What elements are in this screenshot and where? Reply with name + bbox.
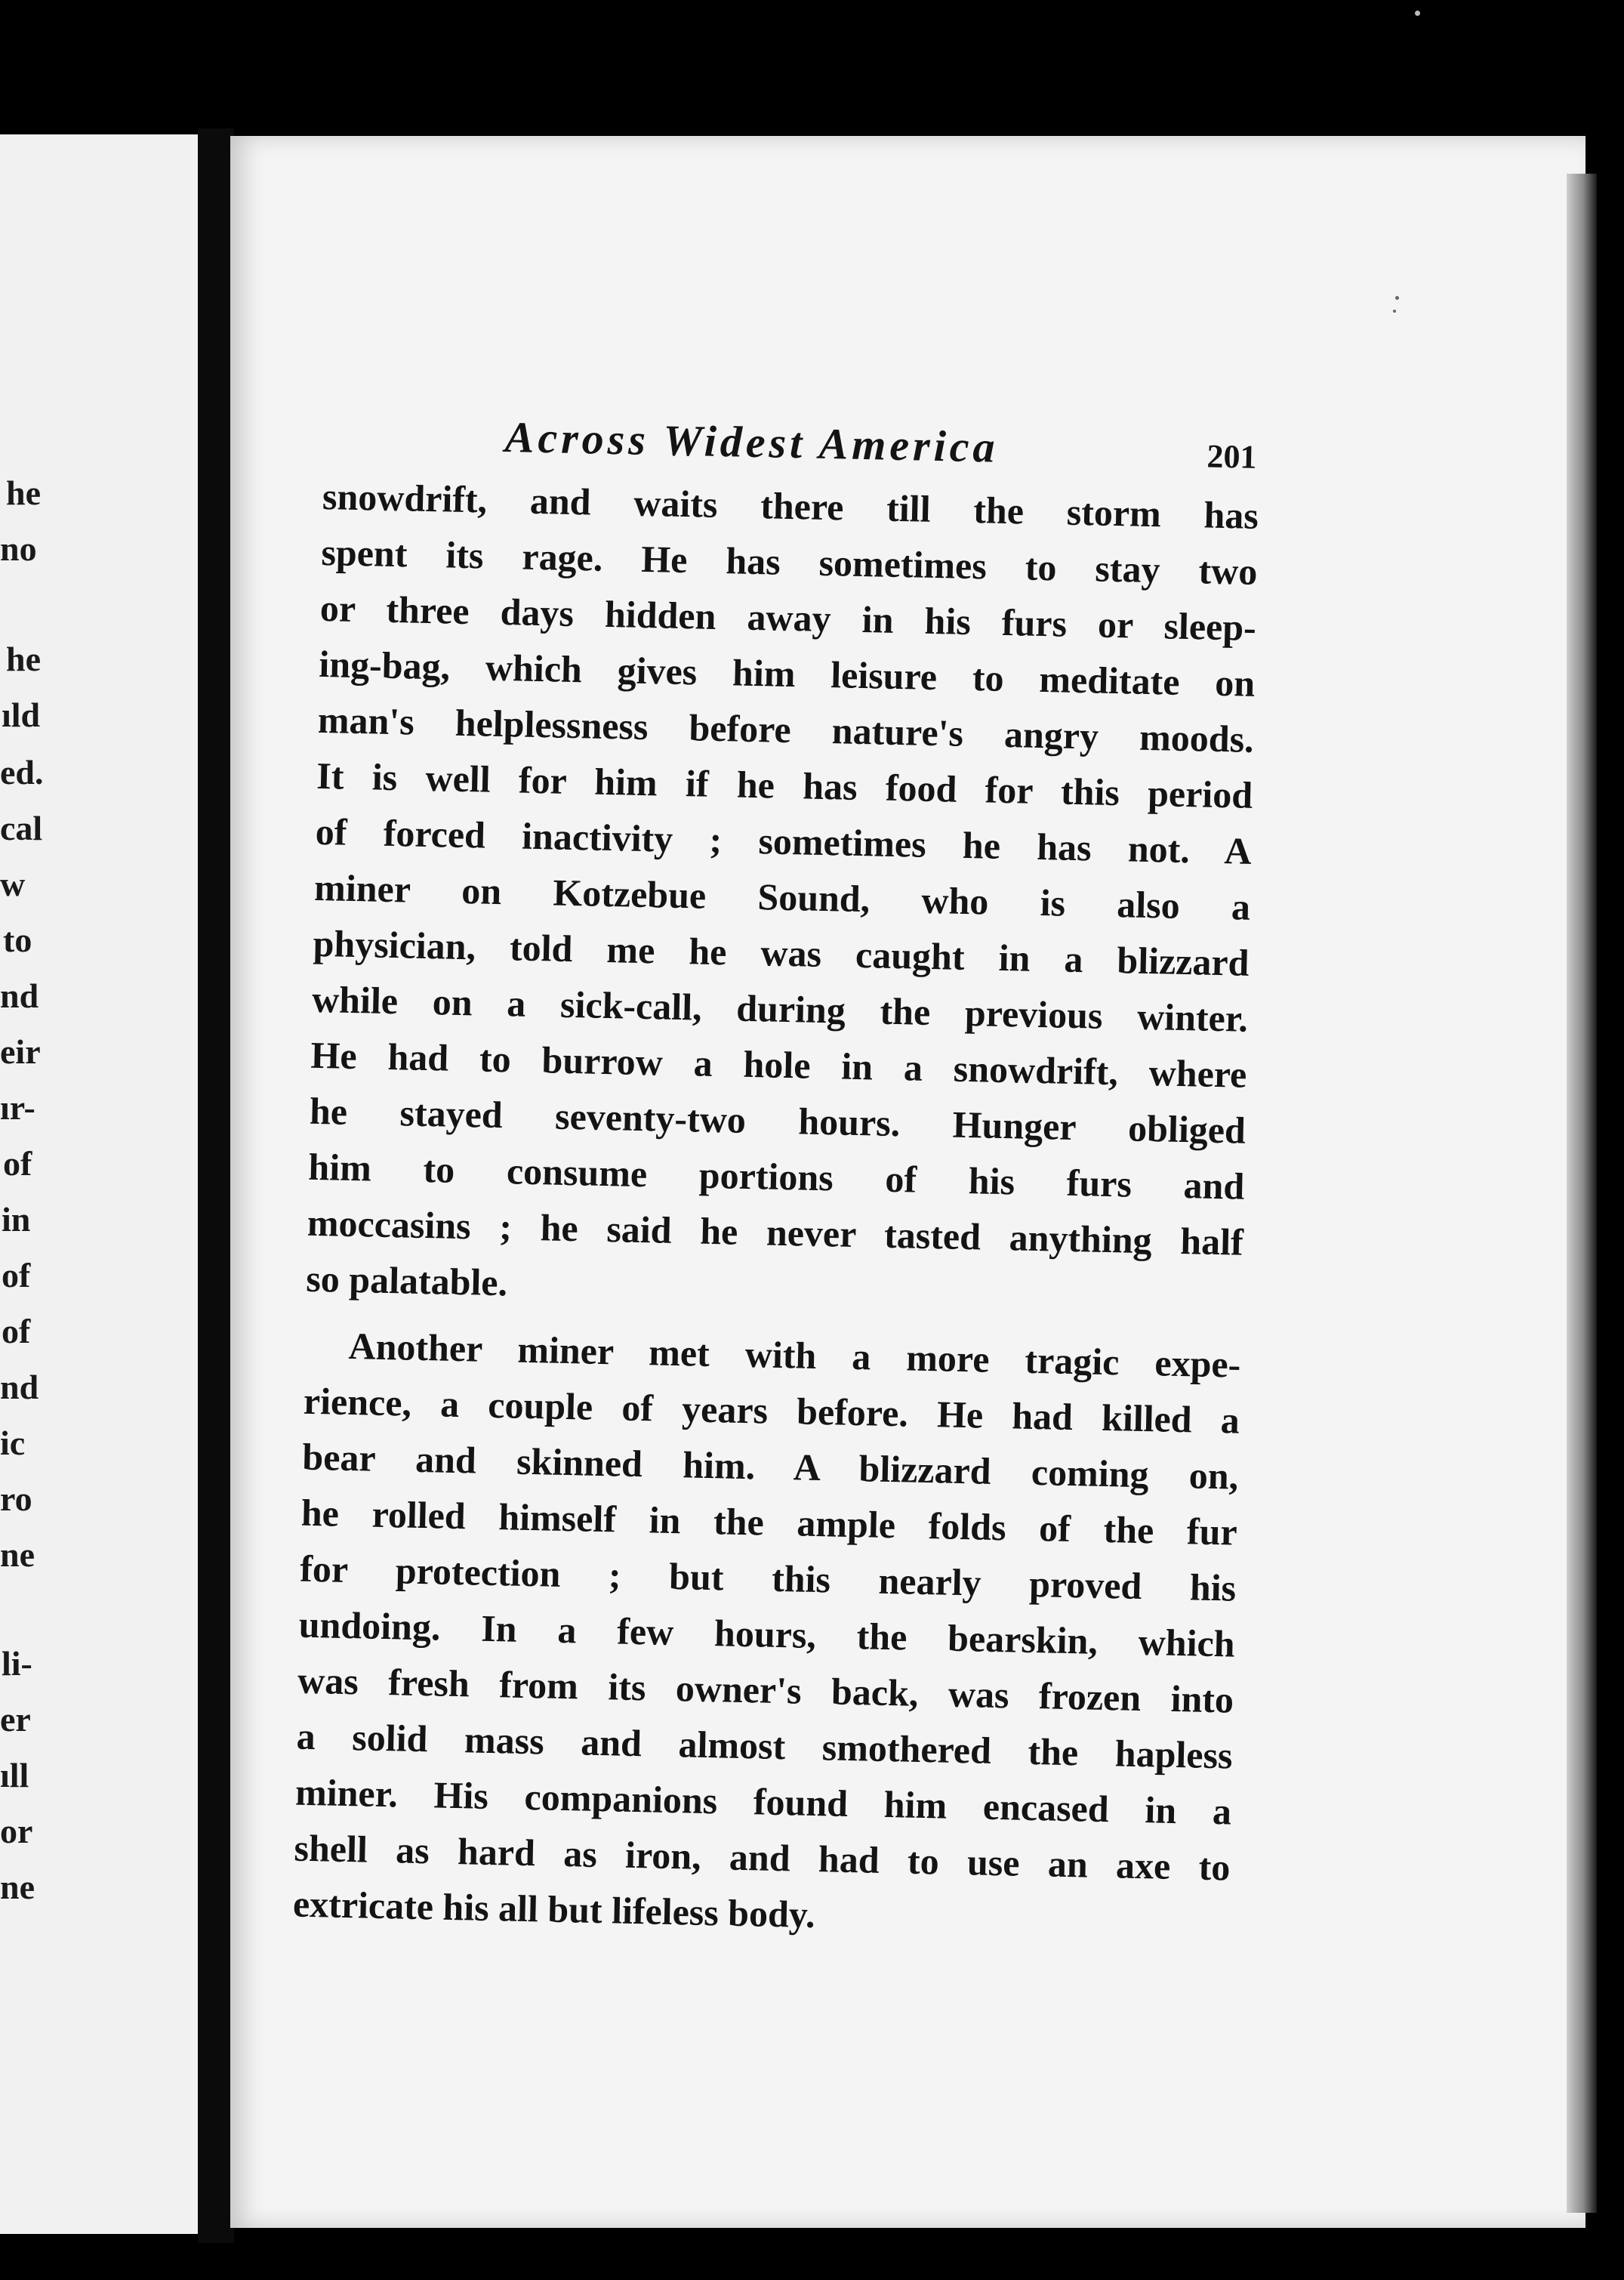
left-fragment: nd <box>0 1368 39 1406</box>
left-fragment: ır- <box>0 1088 35 1127</box>
left-fragment: cal <box>0 809 43 847</box>
text-line: he rolled himself in the ample folds of the fur <box>300 1491 1238 1553</box>
text-line: It is well for him if he has food for this period <box>316 754 1253 816</box>
page-text <box>292 393 1260 1951</box>
left-fragment: he <box>6 640 41 678</box>
left-fragment: he <box>6 474 41 512</box>
text-line: was fresh from its owner's back, was frozen into <box>297 1658 1234 1721</box>
text-line: a solid mass and almost smothered the hapless <box>296 1714 1234 1777</box>
book-gutter <box>198 128 234 2243</box>
left-fragment: eir <box>0 1032 41 1071</box>
left-fragment: w <box>0 865 26 903</box>
page-number: 201 <box>1206 437 1257 476</box>
left-fragment: of <box>2 1312 31 1350</box>
text-line: physician, told me he was caught in a blizzard <box>313 921 1250 984</box>
page-edge-shadow <box>1567 174 1597 2213</box>
left-fragment: er <box>0 1700 31 1739</box>
left-fragment: to <box>3 921 32 959</box>
text-line: Another miner met with a more tragic expe- <box>347 1324 1241 1386</box>
dust-speck <box>1395 296 1399 300</box>
text-line: rience, a couple of years before. He had killed a <box>303 1379 1240 1442</box>
text-line: him to consume portions of his furs and <box>307 1145 1245 1208</box>
text-line: of forced inactivity ; sometimes he has not. A <box>315 810 1253 872</box>
left-fragment: ed. <box>0 753 44 791</box>
text-line: miner. His companions found him encased in a <box>294 1770 1232 1833</box>
text-line: shell as hard as iron, and had to use an axe to <box>294 1826 1231 1889</box>
text-line: bear and skinned him. A blizzard coming on, <box>301 1435 1239 1498</box>
text-line: ing-bag, which gives him leisure to meditate on <box>318 642 1256 705</box>
text-line: he stayed seventy-two hours. Hunger obliged <box>309 1089 1247 1152</box>
left-fragment: nd <box>0 976 39 1015</box>
text-line: while on a sick-call, during the previous winter. <box>311 977 1249 1040</box>
text-line: miner on Kotzebue Sound, who is also a <box>313 865 1251 928</box>
paragraph <box>306 468 1259 1326</box>
left-fragment: ne <box>0 1535 35 1574</box>
text-line: He had to burrow a hole in a snowdrift, where <box>310 1033 1247 1096</box>
text-line: man's helplessness before nature's angry moods. <box>317 698 1255 761</box>
text-line: undoing. In a few hours, the bearskin, which <box>298 1603 1236 1665</box>
dust-speck <box>1415 11 1420 16</box>
left-fragment: in <box>2 1200 31 1239</box>
left-fragment: li- <box>2 1644 32 1683</box>
running-head-title: Across Widest America <box>504 412 1000 472</box>
left-fragment: no <box>0 529 37 568</box>
text-line: extricate his all but lifeless body. <box>292 1882 816 1936</box>
text-line: moccasins ; he said he never tasted anything half <box>307 1201 1244 1263</box>
left-fragment: of <box>3 1144 32 1183</box>
left-fragment: ro <box>0 1479 32 1518</box>
left-fragment: ıll <box>0 1756 29 1794</box>
left-fragment: ic <box>0 1424 26 1462</box>
text-line: for protection ; but this nearly proved his <box>299 1547 1237 1609</box>
left-fragment: ne <box>0 1868 35 1906</box>
left-fragment: or <box>0 1812 33 1850</box>
text-line: so palatable. <box>305 1257 508 1304</box>
paragraph <box>292 1317 1241 1951</box>
text-line: snowdrift, and waits there till the storm has <box>322 474 1259 537</box>
left-fragment: of <box>2 1256 31 1294</box>
left-facing-page <box>0 134 198 2234</box>
dust-speck <box>1393 310 1396 313</box>
text-line: spent its rage. He has sometimes to stay two <box>320 530 1258 593</box>
text-line: or three days hidden away in his furs or sleep- <box>319 586 1257 649</box>
left-fragment: ıld <box>2 696 41 734</box>
